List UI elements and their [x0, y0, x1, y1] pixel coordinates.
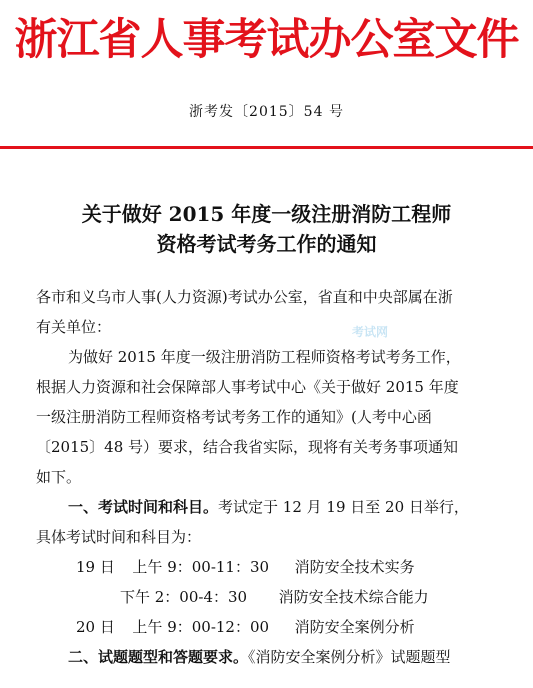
- schedule-subject: 消防安全技术实务: [294, 558, 415, 576]
- section-1-heading: 一、考试时间和科目。: [68, 498, 219, 516]
- paragraph-1-line-3: 一级注册消防工程师资格考试考务工作的通知》(人考中心函: [36, 408, 432, 426]
- masthead-title: 浙江省人事考试办公室文件: [14, 15, 519, 65]
- salutation-line-2: 有关单位：: [36, 318, 112, 336]
- section-2-heading: 二、试题题型和答题要求。: [68, 648, 249, 666]
- section-1-line-2: 具体考试时间和科目为：: [36, 528, 202, 546]
- schedule-day: 19 日: [76, 558, 115, 576]
- document-number: 浙考发〔2015〕54 号: [189, 104, 344, 120]
- schedule-time: 上午 9：00-12：00: [132, 618, 270, 636]
- red-separator-rule: [0, 146, 533, 149]
- section-2-line-1: [68, 646, 451, 668]
- paragraph-1-line-5: 如下。: [36, 468, 82, 486]
- section-1-line-1: [68, 496, 469, 518]
- schedule-subject: 消防安全案例分析: [294, 618, 415, 636]
- schedule-subject: 消防安全技术综合能力: [278, 588, 429, 606]
- paragraph-1-line-2: 根据人力资源和社会保障部人事考试中心《关于做好 2015 年度: [36, 378, 459, 396]
- schedule-time: 下午 2：00-4：30: [120, 588, 248, 606]
- paragraph-1-line-1: 为做好 2015 年度一级注册消防工程师资格考试考务工作，: [68, 348, 461, 366]
- notice-title-line-1: 关于做好 2015 年度一级注册消防工程师: [81, 202, 452, 226]
- schedule-row-1: [76, 556, 415, 578]
- schedule-row-2: [120, 586, 429, 608]
- watermark-logo: 考试网: [352, 325, 389, 339]
- paragraph-1-line-4: 〔2015〕48 号）要求，结合我省实际，现将有关考务事项通知: [36, 438, 459, 456]
- salutation-line-1: 各市和义乌市人事(人力资源)考试办公室，省直和中央部属在浙: [36, 288, 453, 306]
- notice-title-line-2: 资格考试考务工作的通知: [156, 232, 377, 256]
- section-2-text: 《消防安全案例分析》试题题型: [248, 648, 451, 666]
- schedule-day: 20 日: [76, 618, 115, 636]
- schedule-row-3: [76, 616, 415, 638]
- schedule-time: 上午 9：00-11：30: [132, 558, 270, 576]
- section-1-text: 考试定于 12 月 19 日至 20 日举行，: [218, 498, 469, 516]
